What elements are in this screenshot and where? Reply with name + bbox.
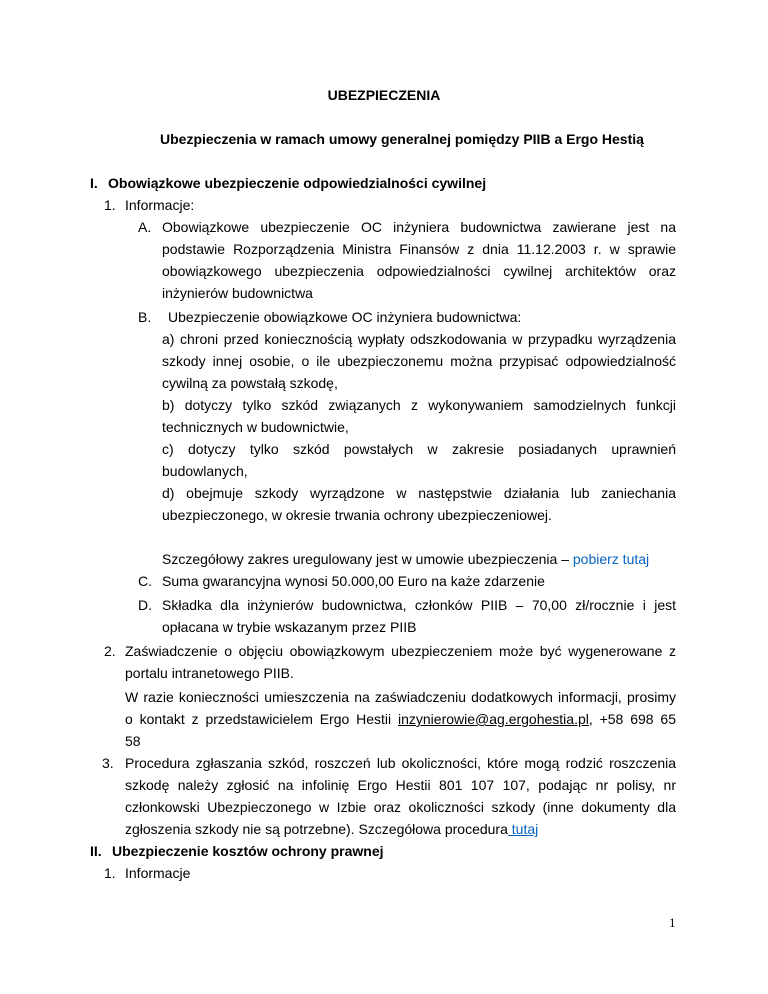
document-title: UBEZPIECZENIA bbox=[327, 87, 441, 103]
item-1-number: 1. bbox=[104, 197, 116, 213]
item-2-line: portalu intranetowego PIIB. bbox=[125, 665, 294, 681]
point-d-letter: D. bbox=[138, 597, 152, 613]
point-a-letter: A. bbox=[138, 219, 152, 235]
point-b-line: d) obejmuje szkody wyrządzone w następstwie działania lub zaniechania bbox=[162, 485, 676, 501]
item-3-line: Procedura zgłaszania szkód, roszczeń lub okoliczności, które mogą rodzić roszczenia bbox=[125, 755, 676, 771]
point-b-line: b) dotyczy tylko szkód związanych z wykonywaniem samodzielnych funkcji bbox=[162, 397, 676, 413]
point-a-line: inżynierów budownictwa bbox=[162, 285, 313, 301]
section-2-item-1-label: Informacje bbox=[125, 865, 191, 881]
item-3-line: szkodę należy zgłosić na infolinię Ergo Hestii 801 107 107, podając nr polisy, nr bbox=[125, 777, 676, 793]
section-2-heading: Ubezpieczenie kosztów ochrony prawnej bbox=[112, 843, 384, 859]
download-link[interactable]: pobierz tutaj bbox=[572, 551, 650, 567]
point-b-line: c) dotyczy tylko szkód powstałych w zakresie posiadanych uprawnień bbox=[162, 441, 676, 457]
point-b-line: ubezpieczonego, w okresie trwania ochrony ubezpieczeniowej. bbox=[162, 507, 552, 523]
email-link[interactable]: inzynierowie@ag.ergohestia.pl bbox=[397, 711, 589, 727]
point-b-line: szkody innej osobie, o ile ubezpieczonemu można przypisać odpowiedzialność bbox=[162, 353, 676, 369]
section-1-heading: Obowiązkowe ubezpieczenie odpowiedzialności cywilnej bbox=[108, 175, 487, 191]
point-d-line: opłacana w trybie wskazanym przez PIIB bbox=[162, 619, 417, 635]
point-b-intro: Ubezpieczenie obowiązkowe OC inżyniera budownictwa: bbox=[168, 309, 522, 325]
point-b-line: budowlanych, bbox=[162, 463, 248, 479]
contact-prefix: o kontakt z przedstawicielem Ergo Hestii bbox=[125, 711, 398, 727]
point-a-line: obowiązkowego ubezpieczenia odpowiedzialności cywilnej architektów oraz bbox=[162, 263, 676, 279]
point-a-line: podstawie Rozporządzenia Ministra Finansów z dnia 11.12.2003 r. w sprawie bbox=[162, 241, 676, 257]
point-d-line: Składka dla inżynierów budownictwa, członków PIIB – 70,00 zł/rocznie i jest bbox=[162, 597, 676, 613]
point-c-text: Suma gwarancyjna wynosi 50.000,00 Euro na każe zdarzenie bbox=[162, 573, 545, 589]
detail-text: Szczegółowy zakres uregulowany jest w umowie ubezpieczenia – bbox=[162, 551, 573, 567]
item-2-line: Zaświadczenie o objęciu obowiązkowym ubezpieczeniem może być wygenerowane z bbox=[125, 643, 676, 659]
point-c-letter: C. bbox=[138, 573, 152, 589]
document-subtitle: Ubezpieczenia w ramach umowy generalnej pomiędzy PIIB a Ergo Hestią bbox=[160, 131, 644, 147]
detail-paragraph bbox=[162, 548, 649, 570]
section-2-numeral: II. bbox=[90, 843, 102, 859]
point-b-line: cywilną za powstałą szkodę, bbox=[162, 375, 338, 391]
item-3-last-line bbox=[125, 818, 538, 840]
procedure-link[interactable]: tutaj bbox=[507, 821, 539, 837]
point-b-letter: B. bbox=[138, 309, 152, 325]
item-2-contact-line bbox=[125, 708, 676, 730]
section-1-numeral: I. bbox=[90, 175, 98, 191]
point-b-line: technicznych w budownictwie, bbox=[162, 419, 349, 435]
item-3-line: członkowski Ubezpieczonego w Izbie oraz okoliczności szkody (inne dokumenty dla bbox=[125, 799, 676, 815]
item-2-line: 58 bbox=[125, 733, 141, 749]
item-3-number: 3. bbox=[102, 755, 114, 771]
section-2-item-1-number: 1. bbox=[104, 865, 116, 881]
item-1-label: Informacje: bbox=[125, 197, 195, 213]
page-number: 1 bbox=[669, 915, 676, 930]
item-2-line: W razie konieczności umieszczenia na zaświadczeniu dodatkowych informacji, prosimy bbox=[125, 689, 676, 705]
point-a-line: Obowiązkowe ubezpieczenie OC inżyniera budownictwa zawierane jest na bbox=[162, 219, 676, 235]
item-2-number: 2. bbox=[104, 643, 116, 659]
procedure-text: zgłoszenia szkody nie są potrzebne). Szczegółowa procedura bbox=[125, 821, 508, 837]
contact-suffix: , +58 698 65 bbox=[588, 711, 676, 727]
point-b-line: a) chroni przed koniecznością wypłaty odszkodowania w przypadku wyrządzenia bbox=[162, 331, 676, 347]
